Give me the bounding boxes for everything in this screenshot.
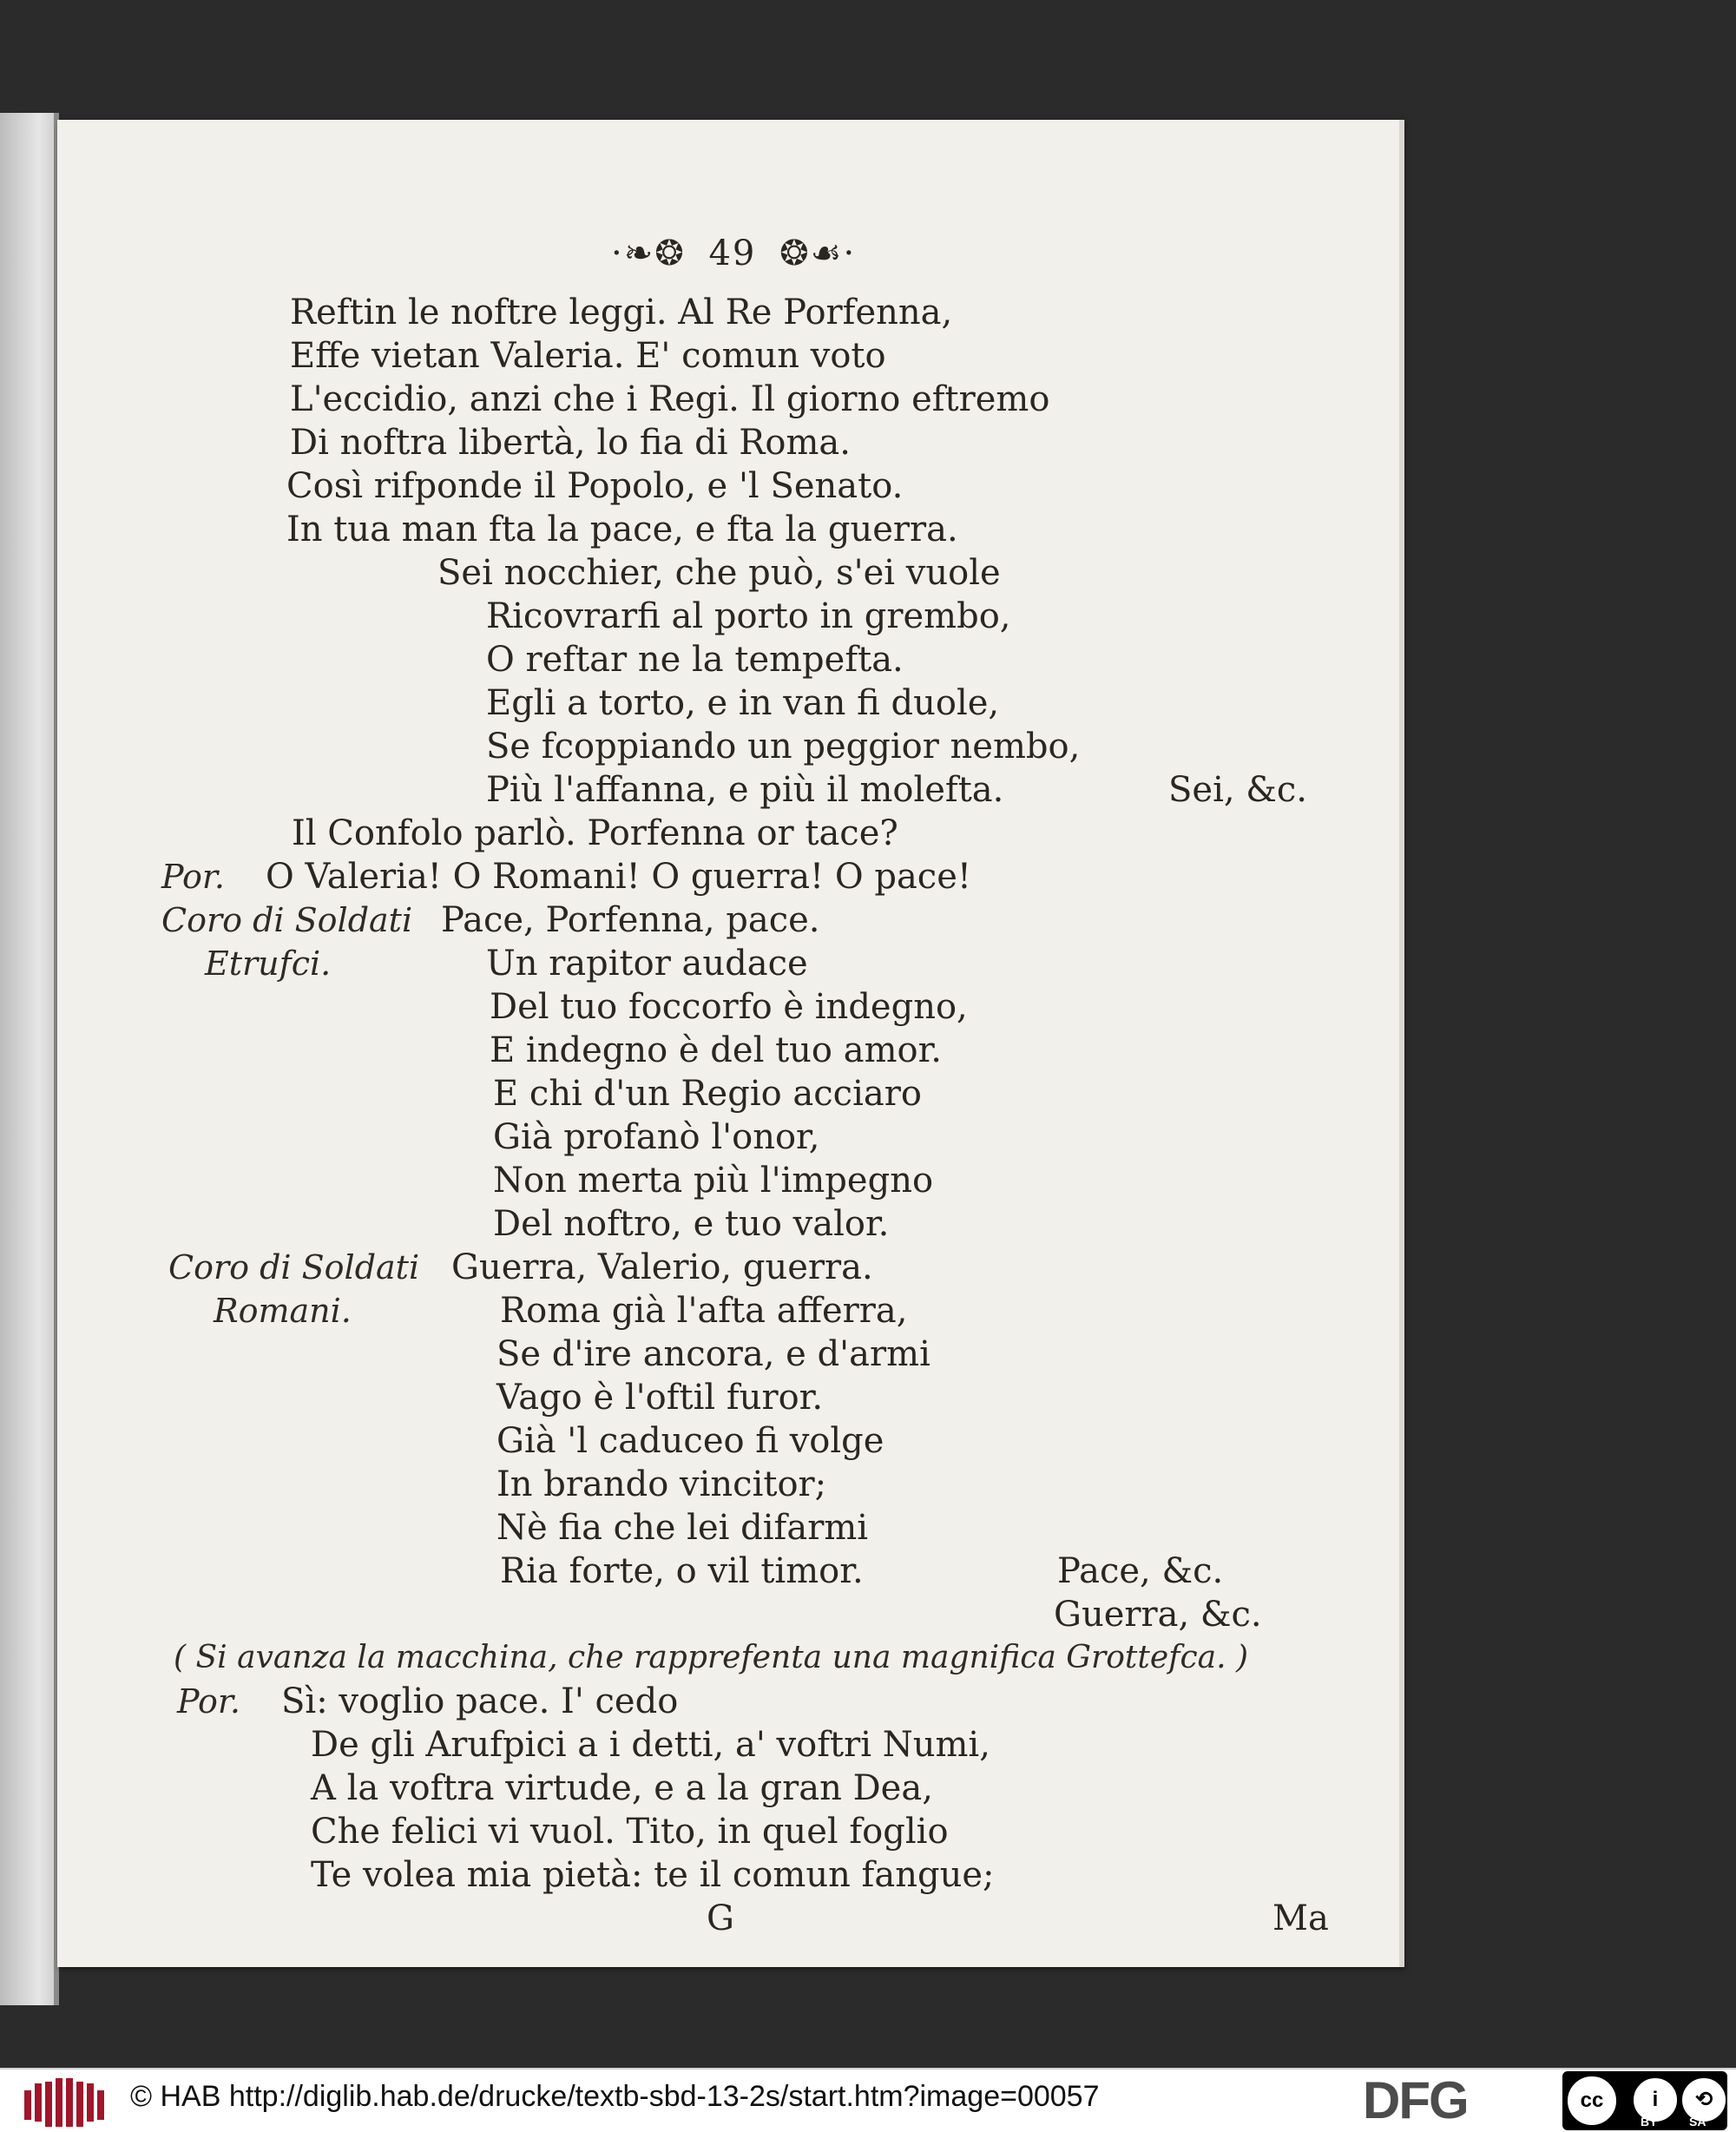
repeat-cue: Sei, &c.	[1168, 770, 1308, 810]
verse-line: Non merta più l'impegno	[493, 1161, 934, 1201]
page-edge	[1399, 120, 1404, 1967]
speaker-name: Coro di Soldati	[168, 1248, 420, 1286]
by-label: BY	[1641, 2115, 1658, 2129]
verse-line: Vago è l'oftil furor.	[496, 1378, 824, 1418]
cc-icon: cc	[1568, 2076, 1616, 2125]
speaker-name: Coro di Soldati	[161, 901, 413, 939]
verse-line: Effe vietan Valeria. E' comun voto	[290, 336, 886, 376]
verse-line: Te volea mia pietà: te il comun fangue;	[311, 1855, 995, 1895]
sa-icon: ⟲	[1682, 2078, 1726, 2122]
verse-line: Se fcoppiando un peggior nembo,	[486, 727, 1081, 767]
repeat-cue: Pace, &c.	[1057, 1551, 1224, 1591]
verse-line: Già 'l caduceo fi volge	[496, 1421, 884, 1461]
speaker-name: Etrufci.	[205, 944, 332, 983]
verse-line: Ria forte, o vil timor.	[500, 1551, 864, 1591]
verse-line: Guerra, Valerio, guerra.	[451, 1247, 873, 1287]
page-header	[611, 233, 856, 274]
verse-line: Roma già l'afta afferra,	[500, 1291, 908, 1331]
by-icon: i	[1634, 2078, 1677, 2122]
speaker-name: Romani.	[214, 1292, 352, 1330]
dfg-logo: DFG	[1363, 2071, 1468, 2129]
ornament-left-icon: ·❧❂	[611, 234, 686, 273]
sa-label: SA	[1689, 2115, 1706, 2129]
verse-line: Il Confolo parlò. Porfenna or tace?	[292, 813, 898, 853]
verse-line: Egli a torto, e in van fi duole,	[486, 683, 1000, 723]
verse-line: Ricovrarfi al porto in grembo,	[486, 596, 1011, 636]
hab-logo-icon	[23, 2075, 111, 2127]
verse-line: In tua man fta la pace, e fta la guerra.	[286, 510, 958, 549]
verse-line: E indegno è del tuo amor.	[490, 1030, 943, 1070]
viewer-footer	[0, 2068, 1736, 2132]
verse-line: Pace, Porfenna, pace.	[441, 900, 820, 940]
verse-line: Se d'ire ancora, e d'armi	[496, 1334, 930, 1374]
verse-line: O reftar ne la tempefta.	[486, 640, 904, 680]
ornament-right-icon: ❂☙·	[779, 234, 857, 273]
verse-line: Del noftro, e tuo valor.	[493, 1204, 890, 1244]
repeat-cue: Guerra, &c.	[1054, 1595, 1262, 1635]
verse-line: O Valeria! O Romani! O guerra! O pace!	[266, 857, 971, 897]
verse-line: In brando vincitor;	[496, 1464, 827, 1504]
stage-direction: ( Si avanza la macchina, che rapprefenta una magnifica Grottefca. )	[174, 1640, 1249, 1675]
speaker-name: Por.	[177, 1682, 240, 1721]
catchword: Ma	[1272, 1898, 1329, 1938]
signature-mark: G	[707, 1898, 734, 1938]
source-link[interactable]: © HAB http://diglib.hab.de/drucke/textb-sbd-13-2s/start.htm?image=00057	[130, 2080, 1100, 2113]
license-badge[interactable]	[1562, 2071, 1727, 2130]
verse-line: Così rifponde il Popolo, e 'l Senato.	[286, 466, 904, 506]
previous-page-edge	[0, 113, 56, 2005]
verse-line: Sei nocchier, che può, s'ei vuole	[437, 553, 1001, 593]
verse-line: Sì: voglio pace. I' cedo	[281, 1681, 679, 1721]
verse-line: Un rapitor audace	[486, 944, 808, 984]
verse-line: Reftin le noftre leggi. Al Re Porfenna,	[290, 293, 953, 332]
verse-line: E chi d'un Regio acciaro	[493, 1074, 922, 1114]
verse-line: De gli Arufpici a i detti, a' voftri Numi,	[311, 1725, 990, 1765]
verse-line: Del tuo foccorfo è indegno,	[490, 987, 968, 1027]
verse-line: Di noftra libertà, lo fia di Roma.	[290, 423, 851, 463]
verse-line: Più l'affanna, e più il molefta.	[486, 770, 1004, 810]
verse-line: Che felici vi vuol. Tito, in quel foglio	[311, 1812, 949, 1852]
verse-line: Nè fia che lei difarmi	[496, 1508, 869, 1548]
verse-line: Già profanò l'onor,	[493, 1117, 820, 1157]
book-page	[57, 120, 1403, 1967]
page-number: 49	[708, 234, 757, 273]
verse-line: L'eccidio, anzi che i Regi. Il giorno eftremo	[290, 379, 1050, 419]
speaker-name: Por.	[161, 858, 225, 896]
verse-line: A la voftra virtude, e a la gran Dea,	[311, 1768, 933, 1808]
